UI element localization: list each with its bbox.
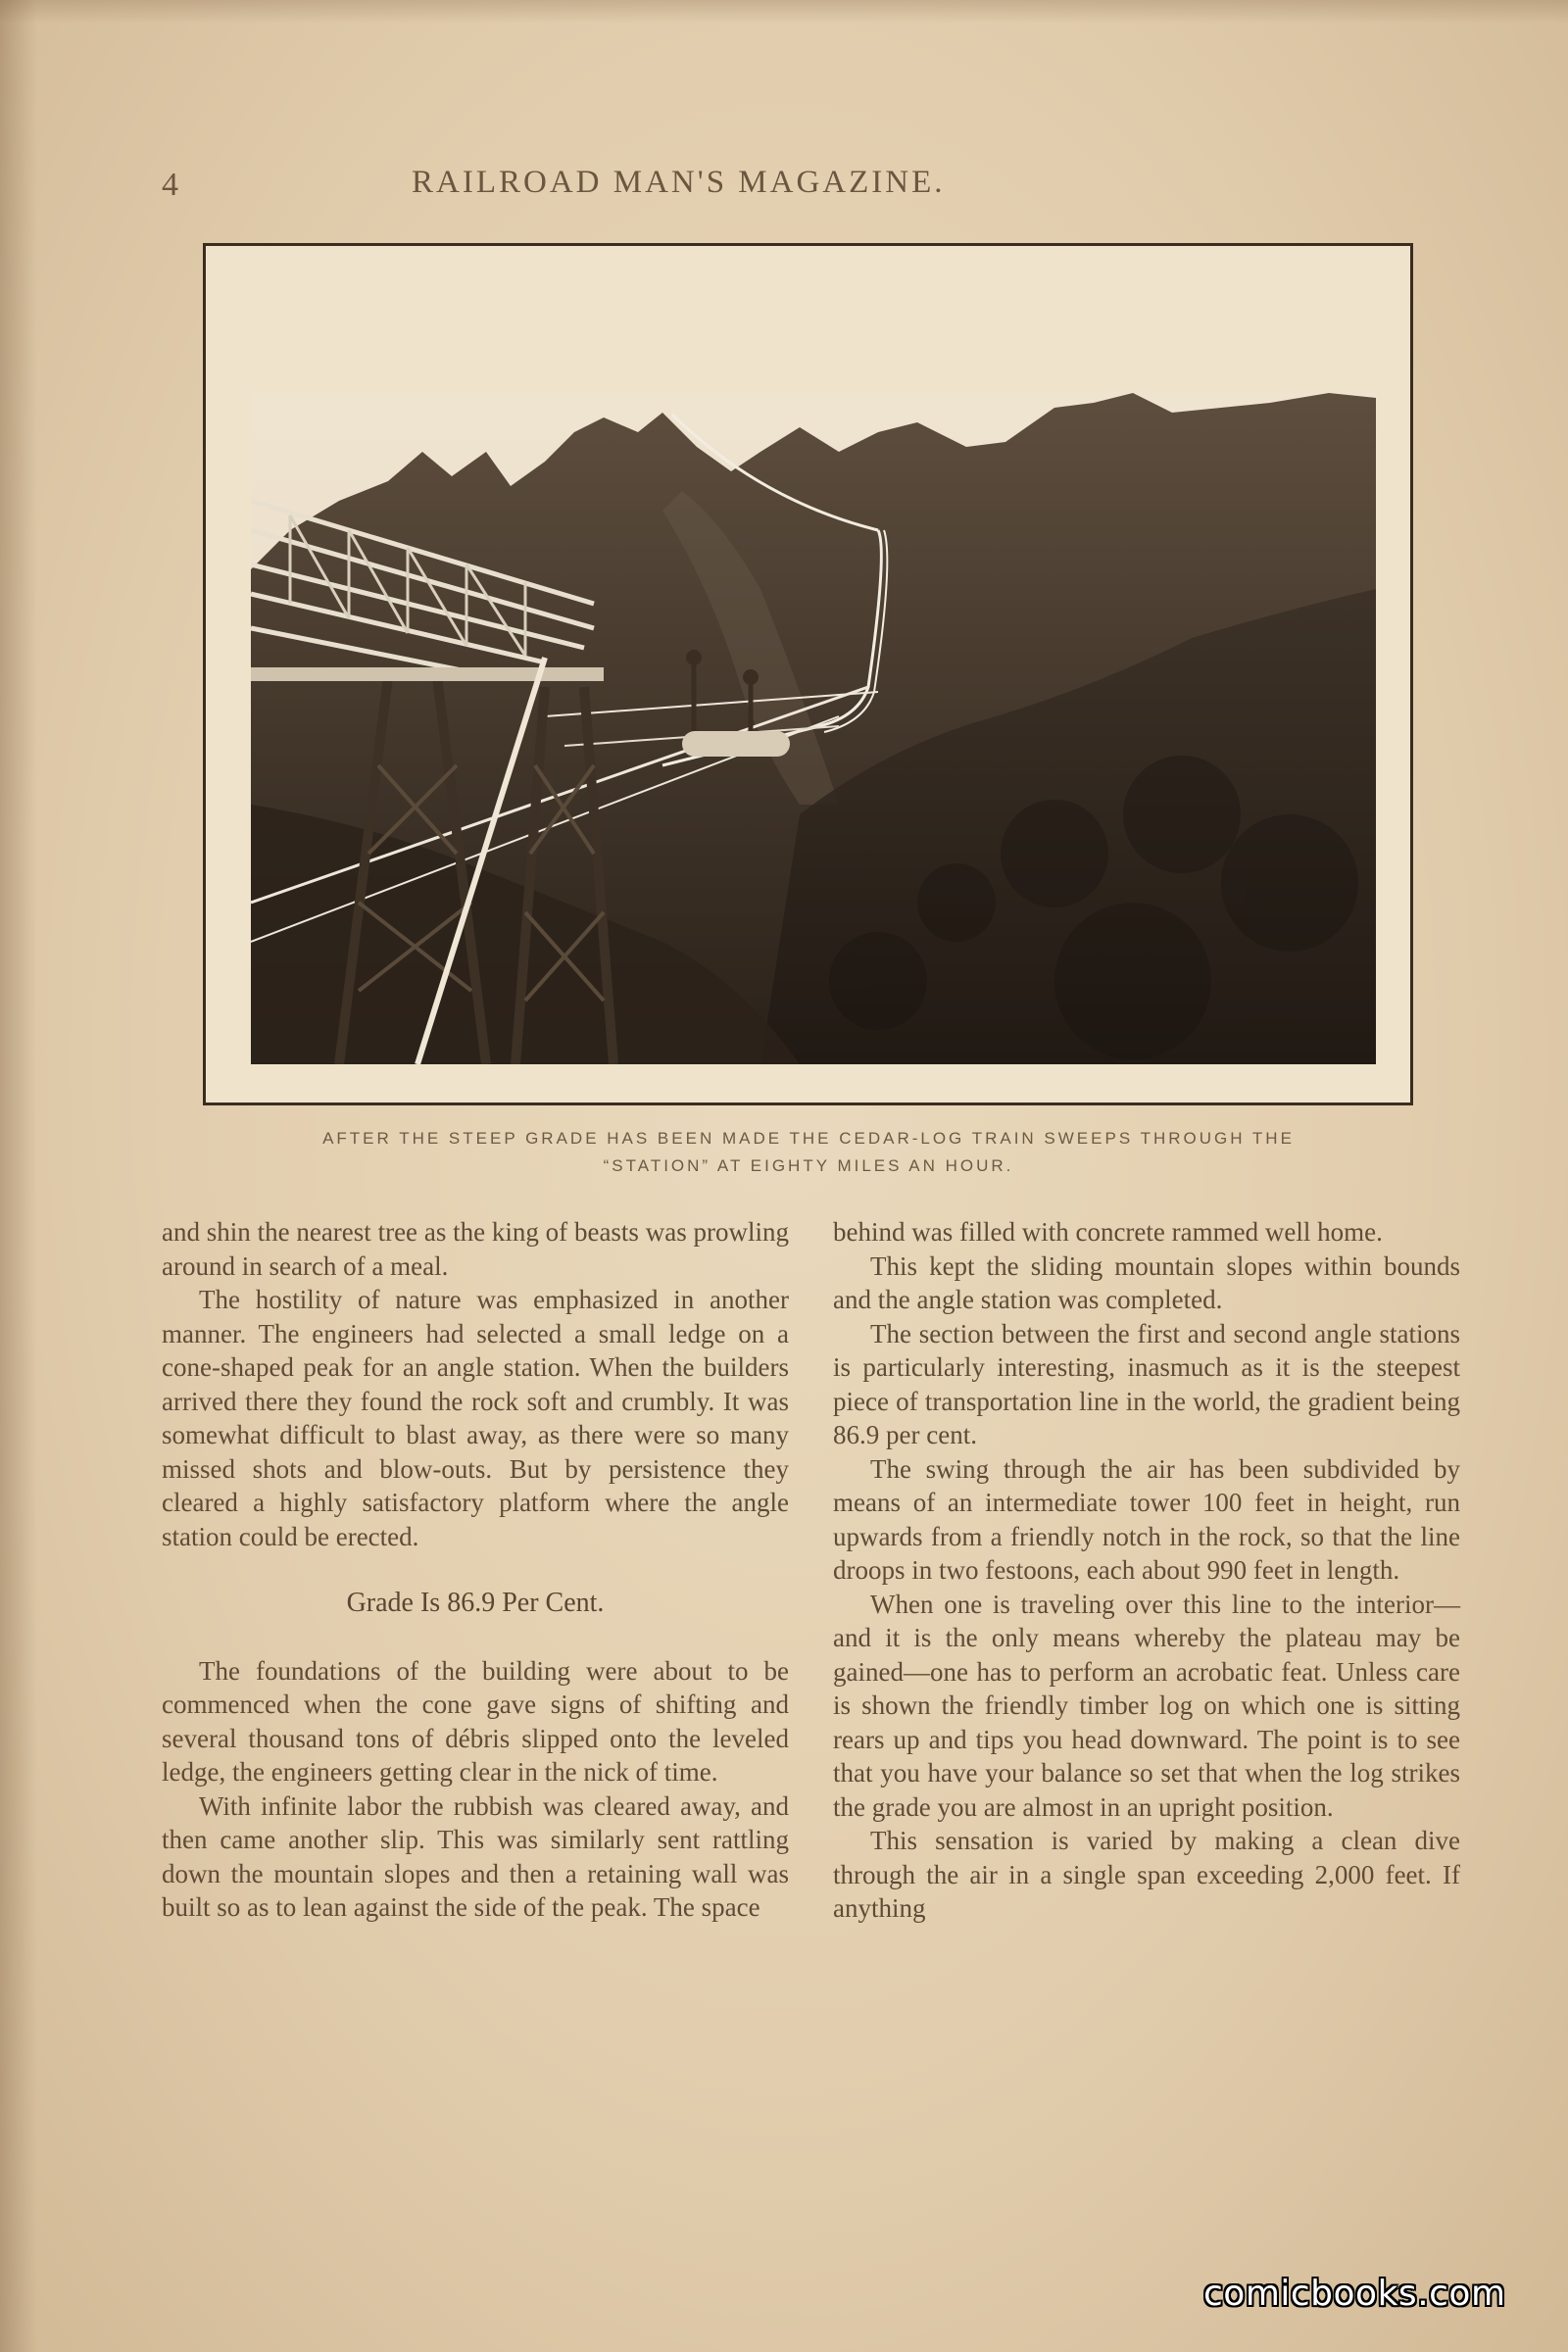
right-column (833, 1215, 1460, 1926)
right-paragraph-2: This kept the sliding mountain slopes within bounds and the angle station was completed. (833, 1250, 1460, 1314)
left-paragraph-2: The hostility of nature was emphasized in another manner. The engineers had selected a small ledge on a cone-shaped peak for an angle station. When the builders arrived there they found the rock soft and crumbly. It was somewhat difficult to blast away, as there were so many missed shots and blow-outs. But by persistence they cleared a highly satisfactory platform where the angle station could be erected. (162, 1285, 789, 1551)
figure-caption (225, 1125, 1392, 1180)
running-head: RAILROAD MAN'S MAGAZINE. (412, 165, 946, 200)
left-paragraph-3: The foundations of the building were about to be commenced when the cone gave signs of shifting and several thousand tons of débris slipped onto the leveled ledge, the engineers getting clear in the nick of time. (162, 1655, 789, 1787)
caption-line-2: “STATION” AT EIGHTY MILES AN HOUR. (603, 1156, 1014, 1175)
page-edge-shadow (0, 0, 37, 2352)
photo-frame (203, 243, 1413, 1105)
site-watermark: comicbooks.com (1203, 2274, 1506, 2314)
right-paragraph-1: behind was filled with concrete rammed well home. (833, 1217, 1383, 1247)
left-column (162, 1215, 789, 1925)
right-paragraph-6: This sensation is varied by making a clean dive through the air in a single span exceeding 2,000 feet. If anything (833, 1826, 1460, 1923)
cableway-photograph (251, 393, 1376, 1064)
left-paragraph-1: and shin the nearest tree as the king of beasts was prowling around in search of a meal. (162, 1217, 789, 1281)
page-number: 4 (162, 167, 179, 203)
caption-line-1: AFTER THE STEEP GRADE HAS BEEN MADE THE CEDAR-LOG TRAIN SWEEPS THROUGH THE (322, 1129, 1295, 1148)
page-top-shadow (0, 0, 1568, 24)
right-paragraph-3: The section between the first and second angle stations is particularly interesting, inasmuch as it is the steepest piece of transportation line in the world, the gradient being 86.9 per cent. (833, 1318, 1460, 1449)
right-paragraph-5: When one is traveling over this line to the interior—and it is the only means whereby the plateau may be gained—one has to perform an acrobatic feat. Unless care is shown the friendly timber log on which one is sitting rears up and tips you head downward. The point is to see that you have your balance so set that when the log strikes the grade you are almost in an upright position. (833, 1589, 1460, 1822)
left-paragraph-4: With infinite labor the rubbish was cleared away, and then came another slip. This was similarly sent rattling down the mountain slopes and then a retaining wall was built so as to lean against the side of the peak. The space (162, 1790, 789, 1922)
right-paragraph-4: The swing through the air has been subdivided by means of an intermediate tower 100 feet in height, run upwards from a friendly notch in the rock, so that the line droops in two festoons, each about 990 feet in length. (833, 1453, 1460, 1585)
section-subhead: Grade Is 86.9 Per Cent. (346, 1588, 605, 1618)
